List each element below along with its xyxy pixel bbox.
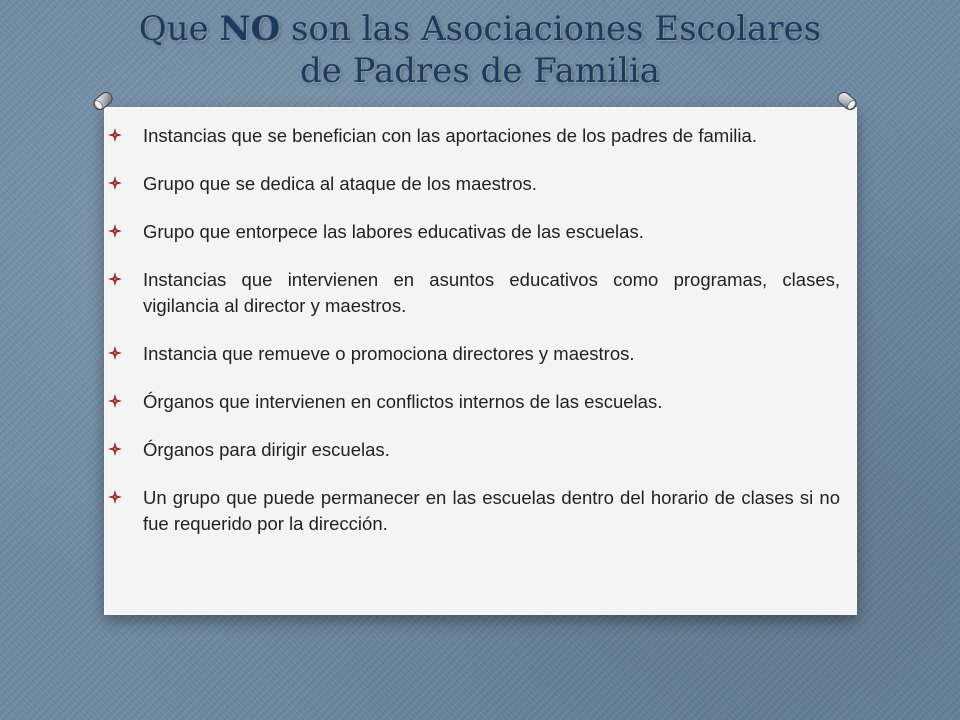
title-prefix: Que — [138, 9, 220, 49]
list-item-text: Instancias que se benefician con las aportaciones de los padres de familia. — [143, 125, 757, 146]
pushpin-icon — [88, 86, 118, 116]
four-petal-diamond-icon — [108, 224, 122, 238]
list-item-text: Órganos que intervienen en conflictos internos de las escuelas. — [143, 391, 663, 412]
list-item — [108, 485, 840, 537]
bullet-list — [108, 123, 840, 559]
list-item — [108, 437, 840, 463]
list-item-text: Instancias que intervienen en asuntos educativos como programas, clases, vigilancia al director y maestros. — [143, 269, 840, 316]
title-emphasis: NO — [219, 9, 281, 49]
list-item — [108, 171, 840, 197]
list-item — [108, 123, 840, 149]
four-petal-diamond-icon — [108, 442, 122, 456]
four-petal-diamond-icon — [108, 128, 122, 142]
list-item-text: Grupo que se dedica al ataque de los maestros. — [143, 173, 537, 194]
list-item-text: Un grupo que puede permanecer en las escuelas dentro del horario de clases si no fue requerido por la dirección. — [143, 487, 840, 534]
slide-title — [0, 8, 960, 92]
list-item — [108, 219, 840, 245]
list-item — [108, 267, 840, 319]
pushpin-icon — [832, 86, 862, 116]
list-item-text: Instancia que remueve o promociona directores y maestros. — [143, 343, 635, 364]
slide-title-line-2: de Padres de Familia — [299, 51, 661, 91]
title-suffix: son las Asociaciones Escolares — [280, 9, 822, 49]
list-item-text: Órganos para dirigir escuelas. — [143, 439, 390, 460]
list-item — [108, 341, 840, 367]
four-petal-diamond-icon — [108, 176, 122, 190]
list-item-text: Grupo que entorpece las labores educativas de las escuelas. — [143, 221, 644, 242]
four-petal-diamond-icon — [108, 490, 122, 504]
slide-title-line-1 — [0, 8, 960, 50]
list-item — [108, 389, 840, 415]
four-petal-diamond-icon — [108, 272, 122, 286]
four-petal-diamond-icon — [108, 346, 122, 360]
four-petal-diamond-icon — [108, 394, 122, 408]
